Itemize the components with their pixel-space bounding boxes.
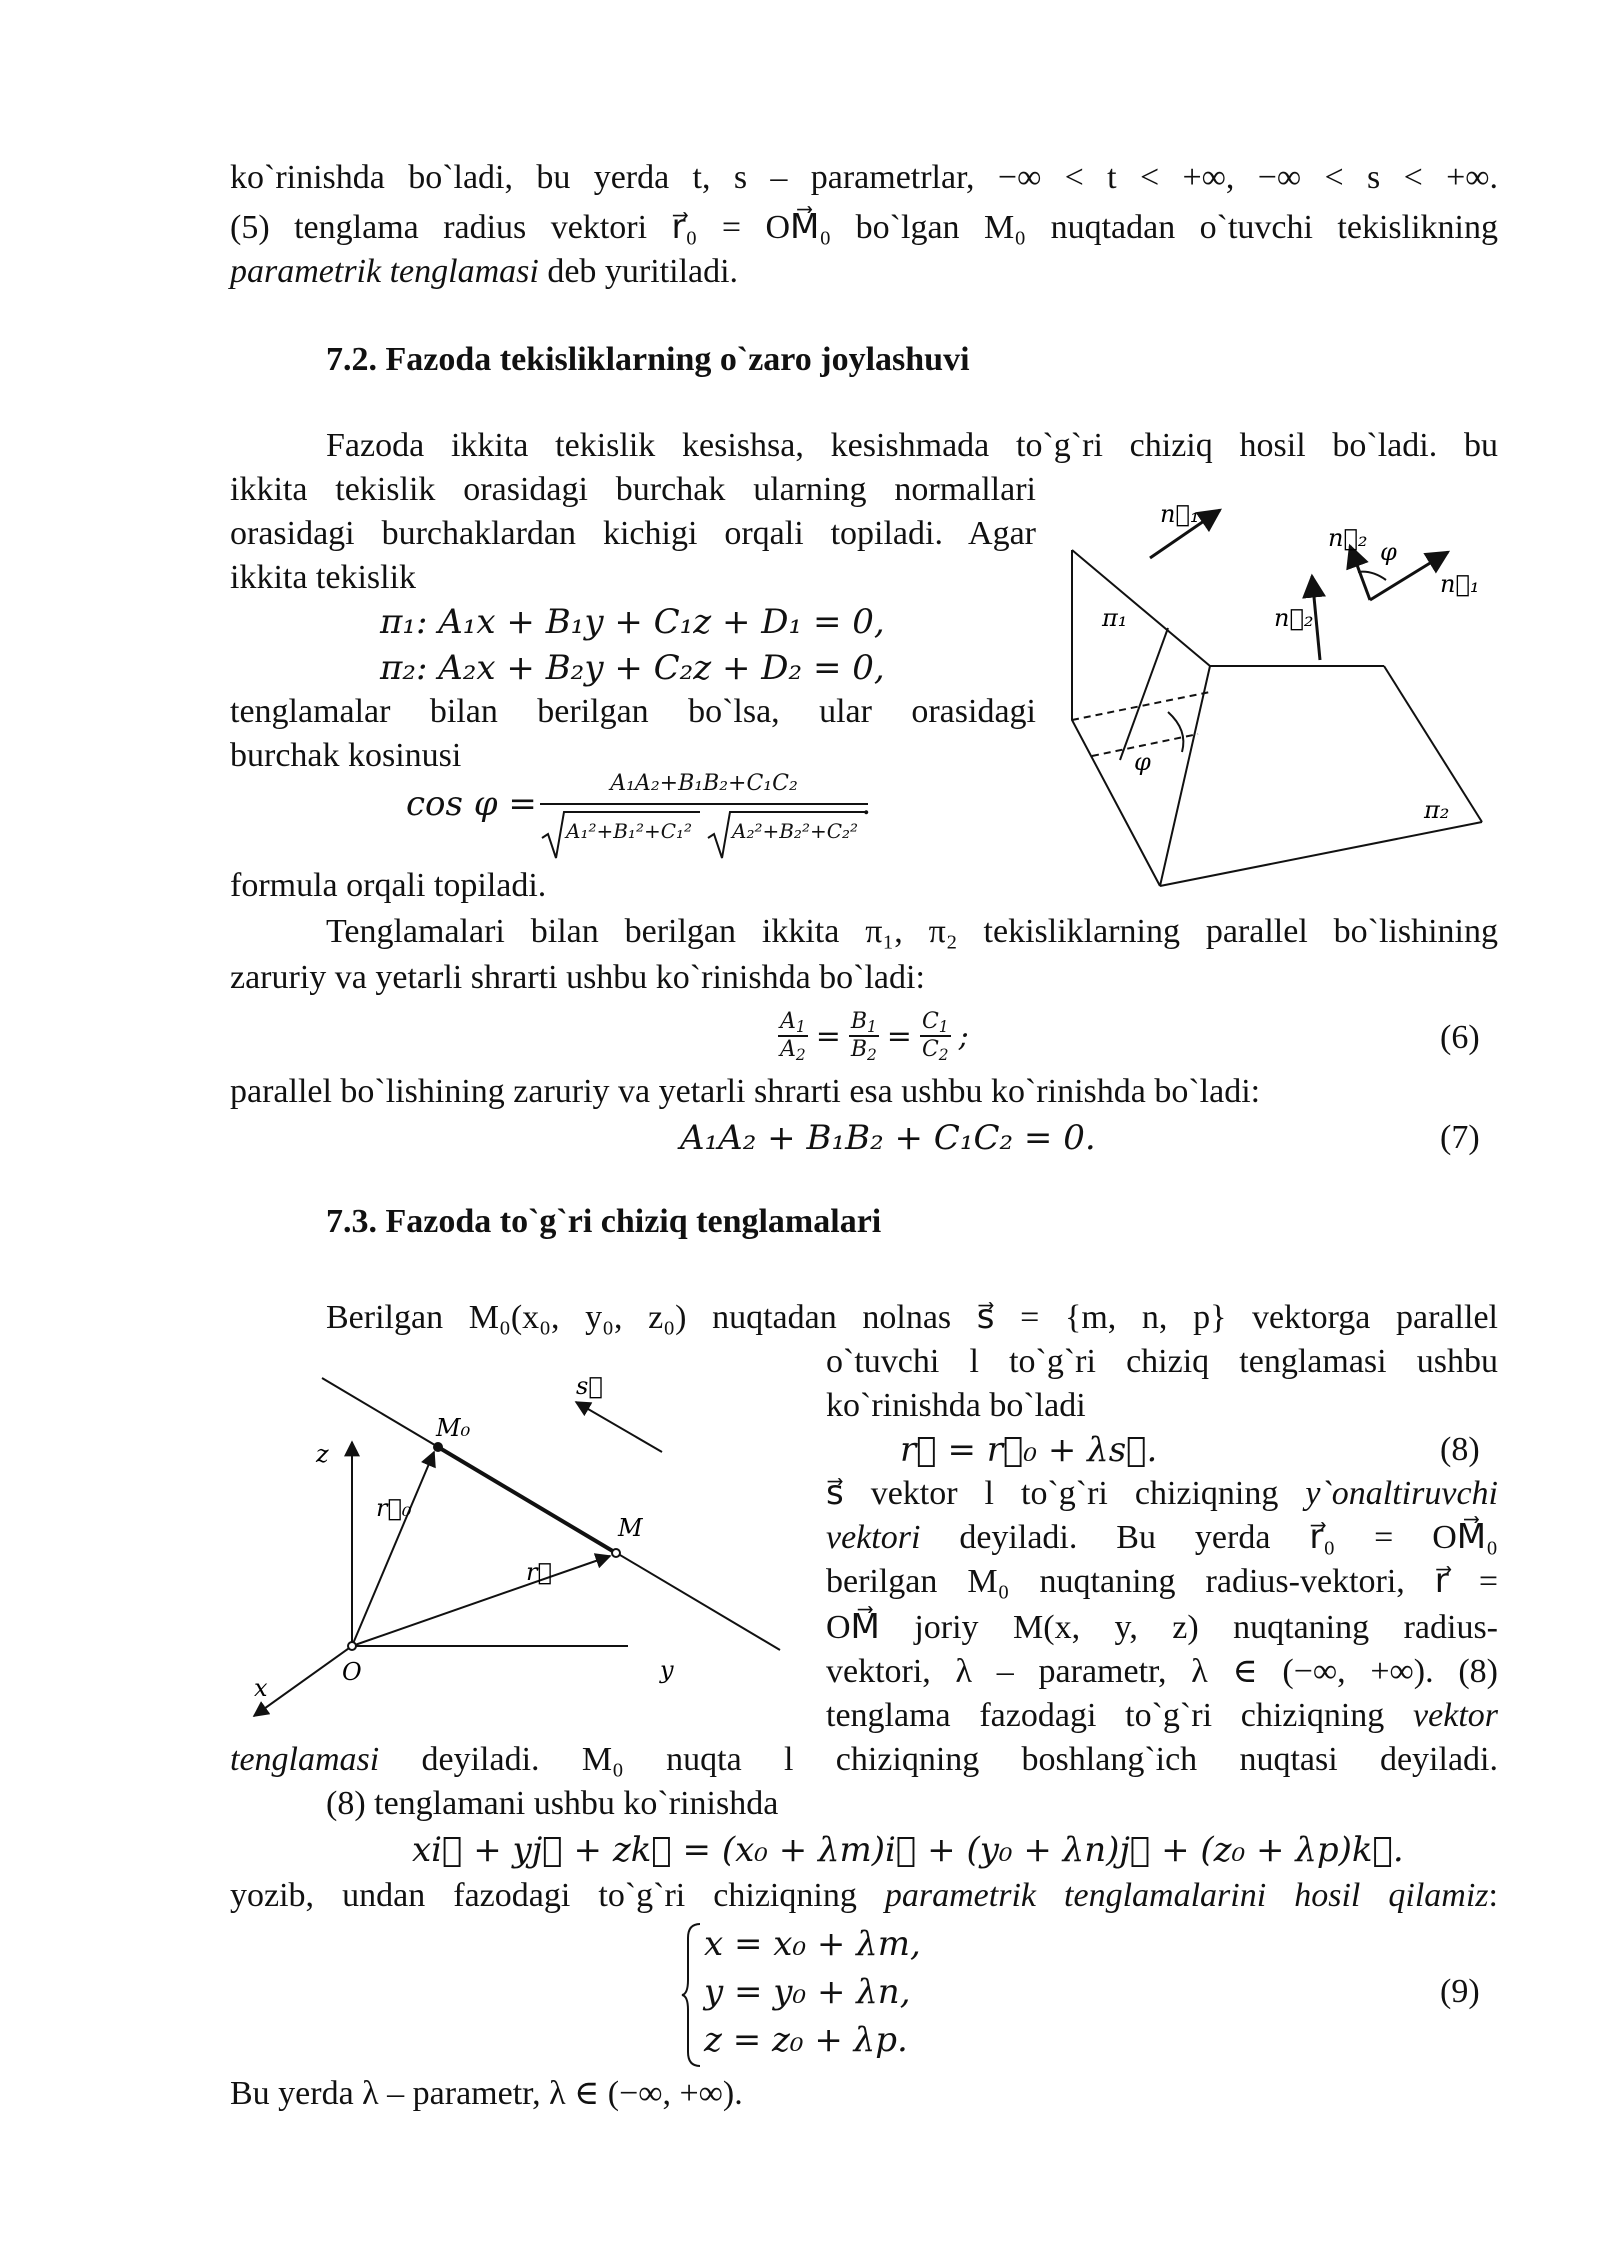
- s73-line10: [230, 1738, 1498, 1782]
- label-m0: M₀: [436, 1414, 471, 1442]
- label-r0: r⃗₀: [376, 1494, 412, 1522]
- figure-line-in-space: [230, 1360, 820, 1740]
- frac-b: $\frac{B_1}{B_2}$: [850, 1009, 877, 1064]
- para1-line3: [230, 250, 738, 294]
- s73-line12-text: yozib, undan fazodagi to`g`ri chiziqning: [230, 1877, 885, 1914]
- s73-line12: [230, 1874, 1498, 1918]
- s73-line1: Berilgan M₀(x₀, y₀, z₀) nuqtadan nolnas s⃗ = {m, n, p} vektorga parallel: [326, 1299, 1498, 1336]
- cos-formula-lhs: cos φ =: [406, 784, 537, 824]
- section-72-heading: 7.2. Fazoda tekisliklarning o`zaro joylashuvi: [326, 341, 970, 378]
- s72-line8: Tenglamalari bilan berilgan ikkita π₁, π₂ tekisliklarning parallel bo`lishining: [326, 913, 1498, 950]
- label-m: M: [618, 1514, 643, 1542]
- label-y: y: [660, 1656, 674, 1684]
- label-pi2: π₂: [1424, 796, 1450, 824]
- equation-plane-2: π₂: A₂x + B₂y + C₂z + D₂ = 0,: [380, 648, 885, 688]
- s72-line10: parallel bo`lishining zaruriy va yetarli shrarti esa ushbu ko`rinishda bo`ladi:: [230, 1073, 1261, 1110]
- segment-m0-m: [438, 1447, 616, 1553]
- system-eq-x: x = x₀ + λm,: [704, 1924, 921, 1964]
- s73-line5: [826, 1516, 1498, 1560]
- direction-vector-s: [576, 1402, 662, 1452]
- s73-line11: (8) tenglamani ushbu ko`rinishda: [326, 1785, 779, 1822]
- s72-line9: zaruriy va yetarli shrarti ushbu ko`rinishda bo`ladi:: [230, 959, 925, 996]
- label-phi-low: φ: [1134, 748, 1151, 776]
- s73-line4-text: s⃗ vektor l to`g`ri chiziqning: [826, 1475, 1306, 1512]
- s73-line5-italic: vektori: [826, 1519, 921, 1556]
- angle-arc-low: [1168, 712, 1183, 752]
- s73-line3: ko`rinishda bo`ladi: [826, 1387, 1086, 1424]
- plane-pi1-edge-top: [1072, 550, 1210, 666]
- intersection-line: [1160, 666, 1210, 886]
- s73-line9-text: tenglama fazodagi to`g`ri chiziqning: [826, 1697, 1414, 1734]
- s73-line4: [826, 1472, 1498, 1516]
- equals-2: =: [886, 1018, 912, 1054]
- s73-line7: OM⃗ joriy M(x, y, z) nuqtaning radius-: [826, 1609, 1498, 1646]
- equation-6: [778, 1000, 969, 1072]
- s72-line4: ikkita tekislik: [230, 559, 417, 596]
- equation-7: A₁A₂ + B₁B₂ + C₁C₂ = 0.: [680, 1118, 1096, 1158]
- system-eq-z: z = z₀ + λp.: [704, 2020, 908, 2060]
- cos-den-sqrt2: A₂²+B₂²+C₂²: [732, 819, 859, 843]
- radius-vector-r: [352, 1556, 610, 1646]
- semicolon: ;: [958, 1018, 969, 1054]
- equation-9-label: (9): [1440, 1973, 1480, 2010]
- s73-line12-italic: parametrik tenglamalarini hosil qilamiz: [884, 1877, 1489, 1914]
- label-n2-top: n⃗₂: [1328, 524, 1368, 552]
- label-n1-right: n⃗₁: [1440, 570, 1480, 598]
- equation-8: r⃗ = r⃗₀ + λs⃗.: [900, 1430, 1158, 1470]
- label-n1-top: n⃗₁: [1160, 500, 1200, 528]
- point-origin: [348, 1642, 356, 1650]
- figure-intersecting-planes: [1050, 480, 1490, 900]
- s73-line2: o`tuvchi l to`g`ri chiziq tenglamasi ushbu: [826, 1343, 1498, 1380]
- s72-line2: ikkita tekislik orasidagi burchak ularning normallari: [230, 471, 1036, 508]
- angle-ray-1: [1120, 628, 1168, 760]
- plane-pi2-edge-front: [1160, 822, 1482, 886]
- label-pi1: π₁: [1102, 604, 1128, 632]
- s73-line6: berilgan M₀ nuqtaning radius-vektori, r⃗ =: [826, 1563, 1498, 1600]
- cos-formula-fraction: [540, 770, 868, 870]
- s73-line10-text: deyiladi. M₀ nuqta l chiziqning boshlang`ich nuqtasi deyiladi.: [379, 1741, 1498, 1778]
- label-z: z: [316, 1440, 329, 1468]
- s72-line7: formula orqali topiladi.: [230, 867, 547, 904]
- para1-line3-rest: deb yuritiladi.: [538, 253, 739, 290]
- point-m: [612, 1549, 620, 1557]
- equation-8-label: (8): [1440, 1431, 1480, 1468]
- point-m0: [433, 1442, 443, 1452]
- cos-formula-numerator: A₁A₂+B₁B₂+C₁C₂: [610, 771, 798, 796]
- para1-line1: ko`rinishda bo`ladi, bu yerda t, s – parametrlar, −∞ < t < +∞, −∞ < s < +∞.: [230, 159, 1498, 196]
- normal-n2-copy: [1350, 546, 1370, 600]
- label-r: r⃗: [526, 1558, 552, 1586]
- equation-7-label: (7): [1440, 1119, 1480, 1156]
- label-n2-mid: n⃗₂: [1274, 604, 1314, 632]
- system-brace: [680, 1922, 704, 2068]
- s73-line4-italic: y`onaltiruvchi: [1305, 1475, 1498, 1512]
- label-o: O: [342, 1658, 362, 1686]
- s72-line3: orasidagi burchaklardan kichigi orqali topiladi. Agar: [230, 515, 1036, 552]
- system-eq-y: y = y₀ + λn,: [704, 1972, 911, 2012]
- label-s: s⃗: [576, 1372, 603, 1400]
- equation-6-label: (6): [1440, 1019, 1480, 1056]
- s73-line9-italic: vektor: [1413, 1697, 1498, 1734]
- s72-line6: burchak kosinusi: [230, 737, 462, 774]
- s73-line12-end: :: [1488, 1877, 1498, 1914]
- s72-line5: tenglamalar bilan berilgan bo`lsa, ular orasidagi: [230, 693, 1036, 730]
- axis-x: [254, 1646, 352, 1716]
- cos-formula-period: .: [862, 785, 871, 822]
- frac-c: $\frac{C_1}{C_2}$: [921, 1009, 949, 1064]
- frac-a: $\frac{A_1}{A_2}$: [780, 1009, 806, 1064]
- s73-line9: [826, 1694, 1498, 1738]
- para1-line2: (5) tenglama radius vektori r⃗₀ = OM⃗₀ bo`lgan M₀ nuqtadan o`tuvchi tekislikning: [230, 209, 1498, 246]
- s73-line10-italic: tenglamasi: [230, 1741, 380, 1778]
- para1-italic-term: parametrik tenglamasi: [230, 253, 539, 290]
- section-73-heading: 7.3. Fazoda to`g`ri chiziq tenglamalari: [326, 1203, 882, 1240]
- equation-plane-1: π₁: A₁x + B₁y + C₁z + D₁ = 0,: [380, 602, 885, 642]
- s73-last-line: Bu yerda λ – parametr, λ ∈ (−∞, +∞).: [230, 2075, 743, 2112]
- label-phi-top: φ: [1380, 538, 1397, 566]
- label-x: x: [254, 1674, 268, 1702]
- hidden-edge-1: [1072, 692, 1210, 720]
- equation-vector-expansion: xi⃗ + yj⃗ + zk⃗ = (x₀ + λm)i⃗ + (y₀ + λn)j⃗ + (z₀ + λp)k⃗.: [412, 1830, 1404, 1870]
- s73-line5-text: deyiladi. Bu yerda r⃗₀ = OM⃗₀: [920, 1519, 1498, 1556]
- s72-line1: Fazoda ikkita tekislik kesishsa, kesishmada to`g`ri chiziq hosil bo`ladi. bu: [326, 427, 1498, 464]
- radius-vector-r0: [352, 1452, 434, 1646]
- cos-den-sqrt1: A₁²+B₁²+C₁²: [566, 819, 693, 843]
- s73-line8: vektori, λ – parametr, λ ∈ (−∞, +∞). (8): [826, 1653, 1498, 1690]
- fraction-bar: [540, 803, 868, 805]
- equals-1: =: [815, 1018, 841, 1054]
